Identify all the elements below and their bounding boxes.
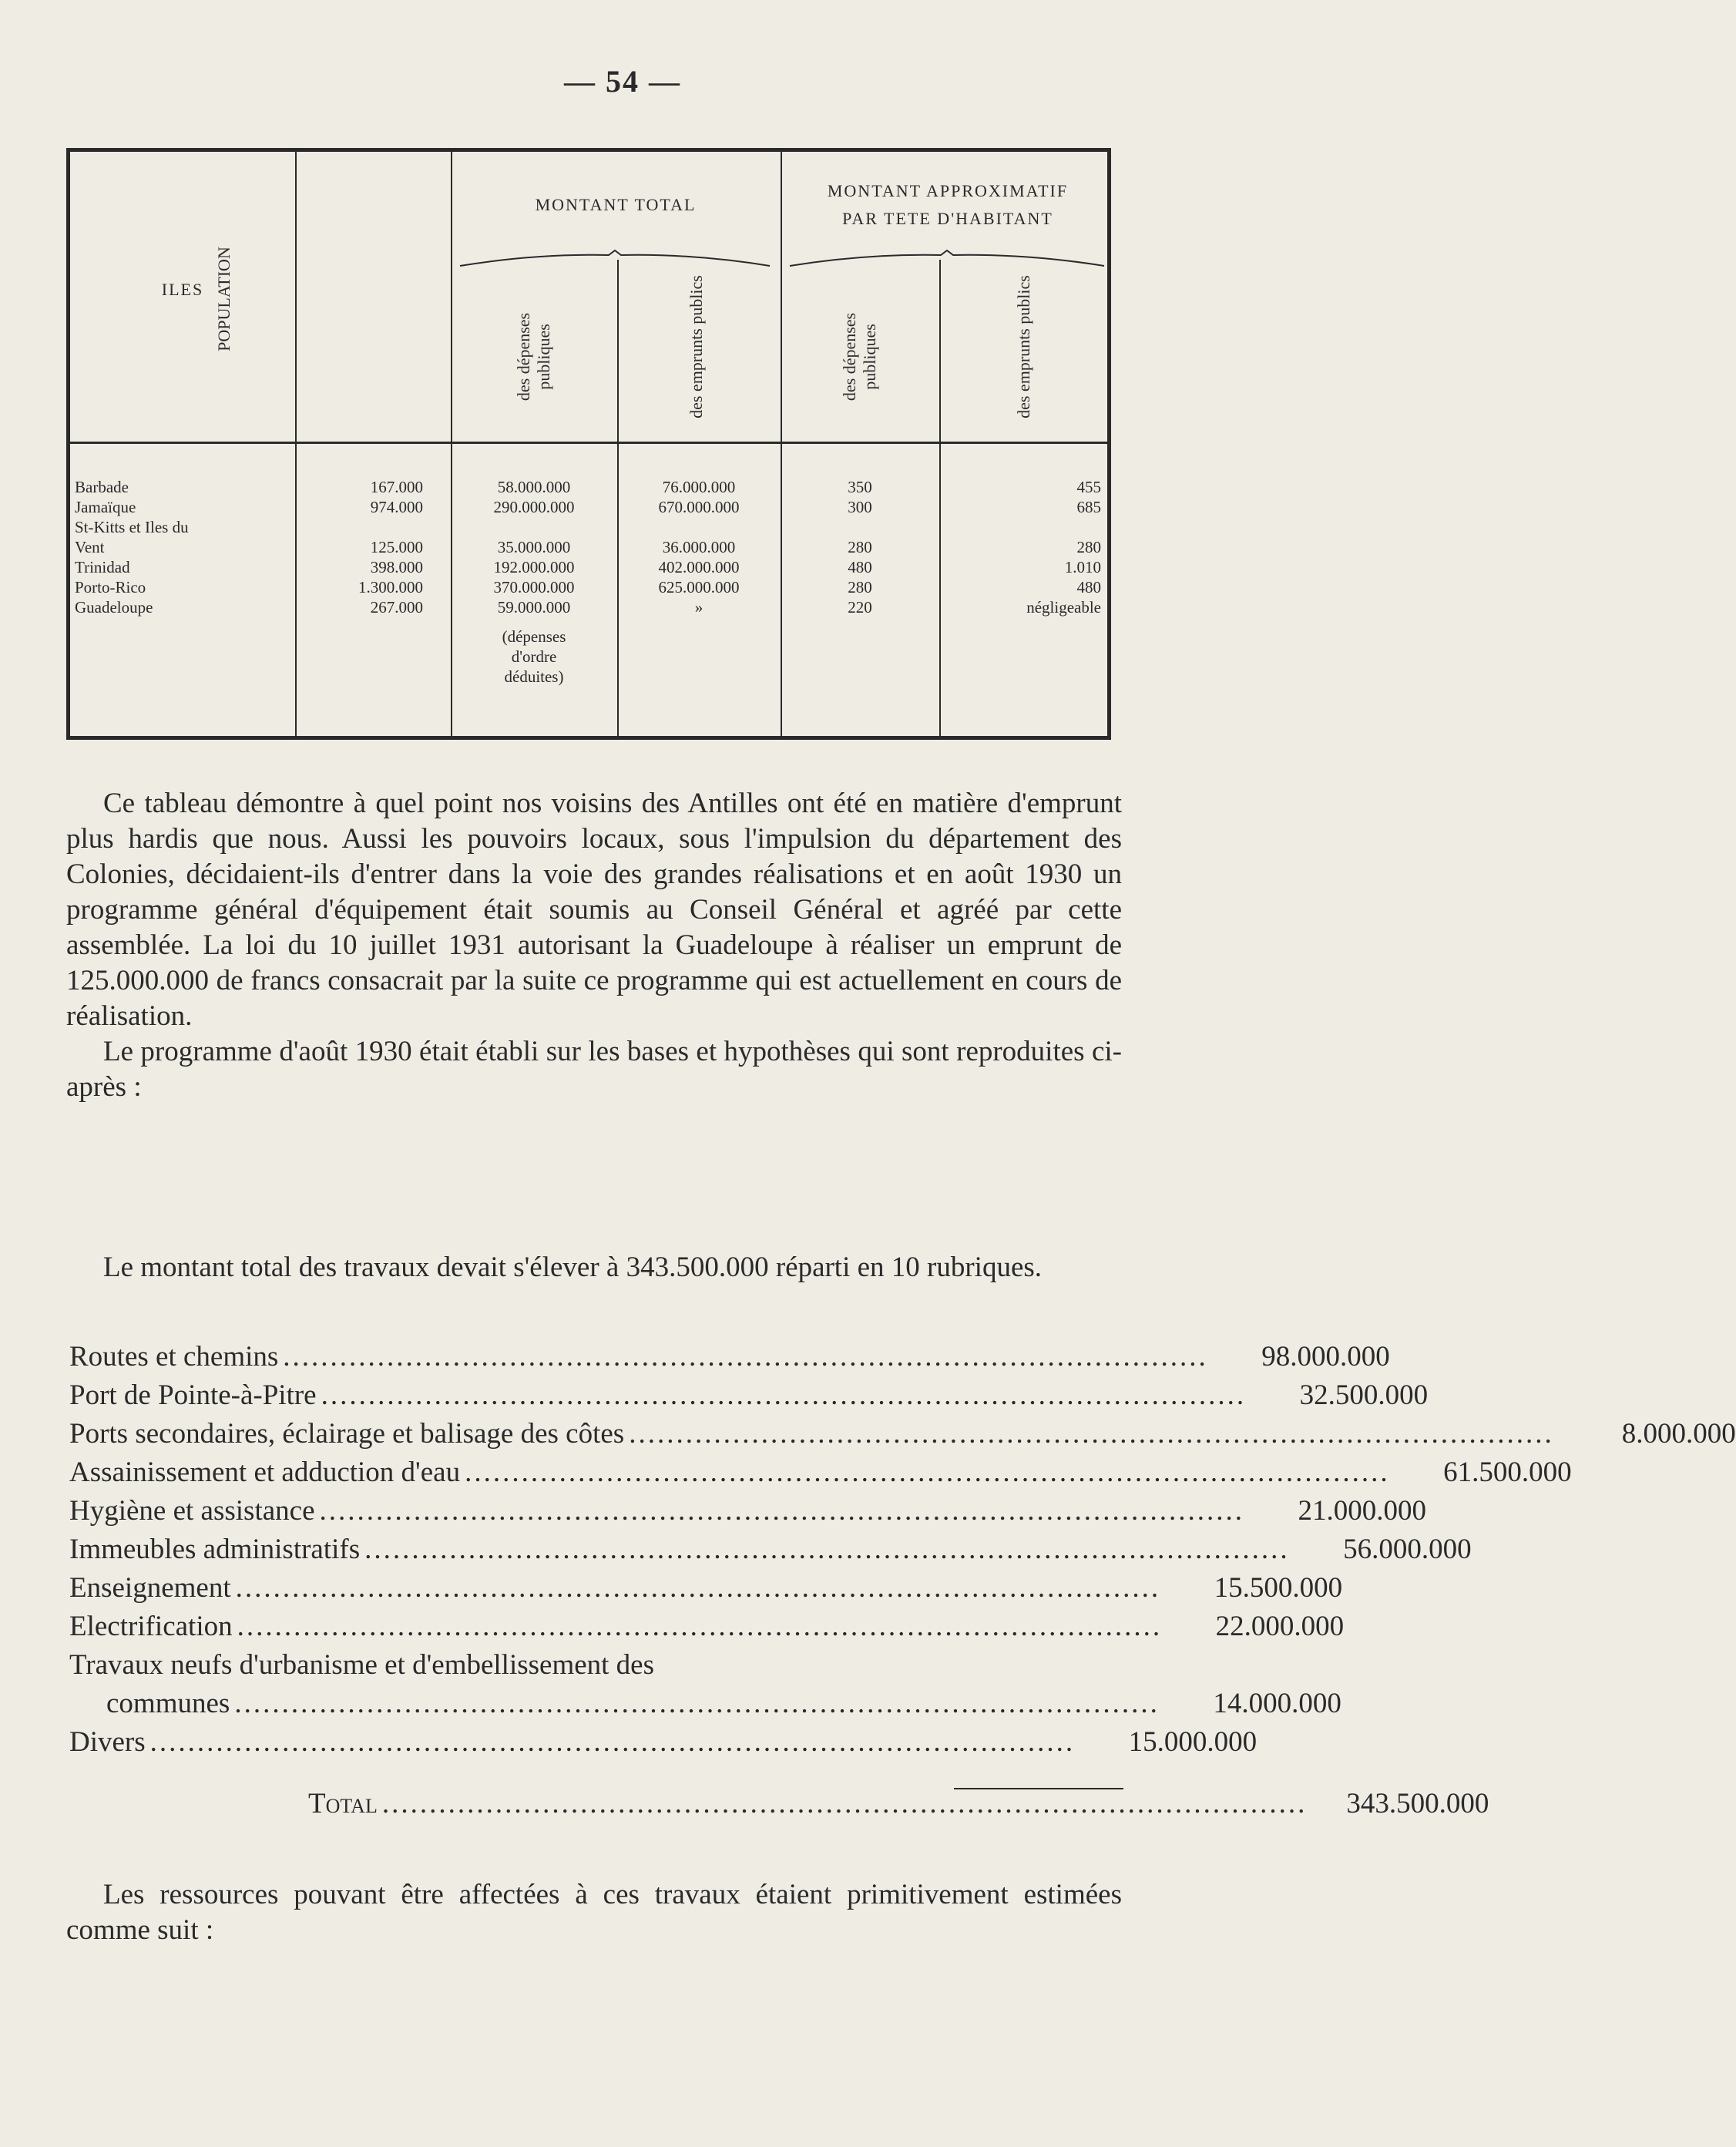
cell-tete-emprunts: 1.010 [1064, 558, 1101, 576]
header-total-emprunts: des emprunts publics [687, 275, 706, 418]
cell-total-depenses: 58.000.000 [497, 478, 571, 496]
cell-tete-emprunts: négligeable [1026, 598, 1101, 617]
paragraph-3: Le montant total des travaux devait s'élever à 343.500.000 réparti en 10 rubriques. [103, 1252, 1043, 1283]
cell-tete-emprunts: 280 [1076, 538, 1101, 556]
item-value: 22.000.000 [1215, 1611, 1345, 1642]
item-value: 21.000.000 [1298, 1495, 1426, 1527]
paragraph-2: Le programme d'août 1930 était établi sur les bases et hypothèses qui sont reproduites ci-après : [66, 1036, 1122, 1103]
item-label: Divers [69, 1726, 146, 1758]
cell-total-emprunts: » [694, 598, 703, 617]
cell-tete-depenses: 350 [848, 478, 872, 496]
paragraph-4: Les ressources pouvant être affectées à ces travaux étaient primitivement estimées comme suit : [66, 1879, 1122, 1946]
leader-dots: .................................................................................................. [381, 1788, 1308, 1819]
cell-population: 974.000 [370, 498, 423, 516]
header-par-tete: PAR TETE D'HABITANT [842, 209, 1053, 228]
list-item [69, 1492, 1426, 1530]
cell-total-depenses: 370.000.000 [493, 578, 575, 596]
note-line: d'ordre [511, 647, 557, 666]
item-label: Routes et chemins [69, 1341, 279, 1373]
leader-dots: .................................................................................................. [629, 1418, 1554, 1450]
leader-dots: .................................................................................................. [283, 1341, 1208, 1373]
cell-ile: Guadeloupe [75, 598, 153, 617]
total-rule [954, 1788, 1123, 1789]
table-note [451, 627, 617, 687]
cell-ile: Trinidad [75, 558, 130, 576]
item-label: Electrification [69, 1611, 233, 1642]
leader-dots: .................................................................................................. [364, 1534, 1290, 1565]
cell-population: 267.000 [370, 598, 423, 617]
cell-population: 398.000 [370, 558, 423, 576]
cell-tete-depenses: 280 [848, 538, 872, 556]
col-total-emprunts [617, 477, 781, 617]
cell-population: 125.000 [370, 538, 423, 556]
item-label: Enseignement [69, 1572, 231, 1604]
item-label: Travaux neufs d'urbanisme et d'embellissement des [69, 1649, 655, 1681]
list-item [69, 1608, 1345, 1646]
cell-tete-emprunts: 455 [1076, 478, 1101, 496]
item-label: Hygiène et assistance [69, 1495, 315, 1527]
header-rule [70, 442, 1107, 444]
cell-tete-depenses: 480 [848, 558, 872, 576]
leader-dots: .................................................................................................. [319, 1495, 1244, 1527]
col-tete-depenses [781, 477, 939, 617]
body-text [66, 786, 1122, 1105]
item-value: 98.000.000 [1261, 1341, 1390, 1373]
expense-list [69, 1338, 1736, 1823]
list-item [69, 1723, 1258, 1762]
comparison-table [66, 148, 1111, 740]
paragraph-1: Ce tableau démontre à quel point nos voisins des Antilles ont été en matière d'emprunt plus hardis que nous. Aussi les pouvoirs locaux, sous l'impulsion du département des Colonies, décidaient-ils d'entrer dans la voie des grandes réalisations et en août 1930 un programme général d'équipement était soumis au Conseil Général et agréé par cette assemblée. La loi du 10 juillet 1931 autorisant la Guadeloupe à réaliser un emprunt de 125.000.000 de francs consacrait par la suite ce programme qui est actuellement en cours de réalisation. [66, 788, 1122, 1032]
cell-total-depenses: 59.000.000 [497, 598, 571, 617]
cell-tete-depenses: 220 [848, 598, 872, 617]
leader-dots: .................................................................................................. [321, 1379, 1247, 1411]
cell-ile: St-Kitts et Iles du [75, 518, 189, 536]
leader-dots: .................................................................................................. [465, 1457, 1390, 1488]
cell-population: 1.300.000 [358, 578, 423, 596]
cell-total-depenses: 290.000.000 [493, 498, 575, 516]
total-row [69, 1785, 1489, 1823]
header-tete-depenses: des dépenses publiques [840, 312, 879, 402]
item-label: Immeubles administratifs [69, 1534, 361, 1565]
cell-population: 167.000 [370, 478, 423, 496]
col-rule [781, 152, 782, 736]
cell-total-emprunts: 36.000.000 [662, 538, 736, 556]
paragraph-3-wrap [66, 1250, 1122, 1285]
header-population: POPULATION [214, 247, 233, 351]
item-label: Ports secondaires, éclairage et balisage des côtes [69, 1418, 625, 1450]
cell-tete-emprunts [939, 517, 1101, 537]
item-value: 15.000.000 [1128, 1726, 1258, 1758]
cell-tete-depenses: 280 [848, 578, 872, 596]
list-item [69, 1646, 1122, 1685]
page-number: — 54 — [564, 64, 681, 99]
cell-tete-depenses: 300 [848, 498, 872, 516]
cell-ile: Barbade [75, 478, 129, 496]
total-label: Total [308, 1788, 378, 1819]
header-tete-emprunts: des emprunts publics [1014, 275, 1033, 418]
list-item [69, 1530, 1472, 1569]
header-montant-approx: MONTANT APPROXIMATIF [827, 181, 1069, 200]
list-item [69, 1685, 1341, 1723]
col-tete-emprunts [939, 477, 1101, 617]
item-label: communes [106, 1688, 230, 1719]
brace-tete [788, 250, 1106, 269]
list-item [69, 1338, 1390, 1376]
item-value: 14.000.000 [1213, 1688, 1341, 1719]
cell-ile: Jamaïque [75, 498, 136, 516]
item-value: 56.000.000 [1343, 1534, 1472, 1565]
col-iles [75, 477, 290, 617]
header-montant-total: MONTANT TOTAL [535, 195, 697, 214]
item-value: 32.500.000 [1299, 1379, 1429, 1411]
cell-total-emprunts [617, 517, 781, 537]
cell-tete-depenses [781, 517, 939, 537]
brace-total [458, 250, 771, 269]
item-value: 61.500.000 [1443, 1457, 1572, 1488]
col-total-depenses [451, 477, 617, 617]
cell-total-depenses: 192.000.000 [493, 558, 575, 576]
total-value: 343.500.000 [1346, 1788, 1489, 1819]
cell-total-emprunts: 76.000.000 [662, 478, 736, 496]
col-rule [295, 152, 297, 736]
list-item [69, 1569, 1343, 1608]
header-iles: ILES [161, 280, 204, 299]
item-value: 15.500.000 [1214, 1572, 1343, 1604]
item-value: 8.000.000 [1621, 1418, 1736, 1450]
cell-total-emprunts: 670.000.000 [658, 498, 740, 516]
note-line: (dépenses [502, 627, 566, 646]
cell-total-depenses [451, 517, 617, 537]
cell-ile: Porto-Rico [75, 578, 146, 596]
paragraph-4-wrap [66, 1877, 1122, 1948]
cell-ile: Vent [75, 538, 105, 556]
leader-dots: .................................................................................................. [235, 1572, 1161, 1604]
header-total-depenses: des dépenses publiques [514, 312, 553, 402]
col-population [295, 477, 423, 617]
cell-total-emprunts: 402.000.000 [658, 558, 740, 576]
cell-total-emprunts: 625.000.000 [658, 578, 740, 596]
cell-tete-emprunts: 480 [1076, 578, 1101, 596]
leader-dots: .................................................................................................. [149, 1726, 1076, 1758]
note-line: déduites) [504, 667, 564, 686]
cell-population [295, 517, 423, 537]
leader-dots: .................................................................................................. [237, 1611, 1163, 1642]
item-label: Port de Pointe-à-Pitre [69, 1379, 317, 1411]
cell-total-depenses: 35.000.000 [497, 538, 571, 556]
list-item [69, 1415, 1736, 1453]
item-label: Assainissement et adduction d'eau [69, 1457, 461, 1488]
cell-tete-emprunts: 685 [1076, 498, 1101, 516]
list-item [69, 1453, 1572, 1492]
list-item [69, 1376, 1429, 1415]
leader-dots: .................................................................................................. [234, 1688, 1160, 1719]
